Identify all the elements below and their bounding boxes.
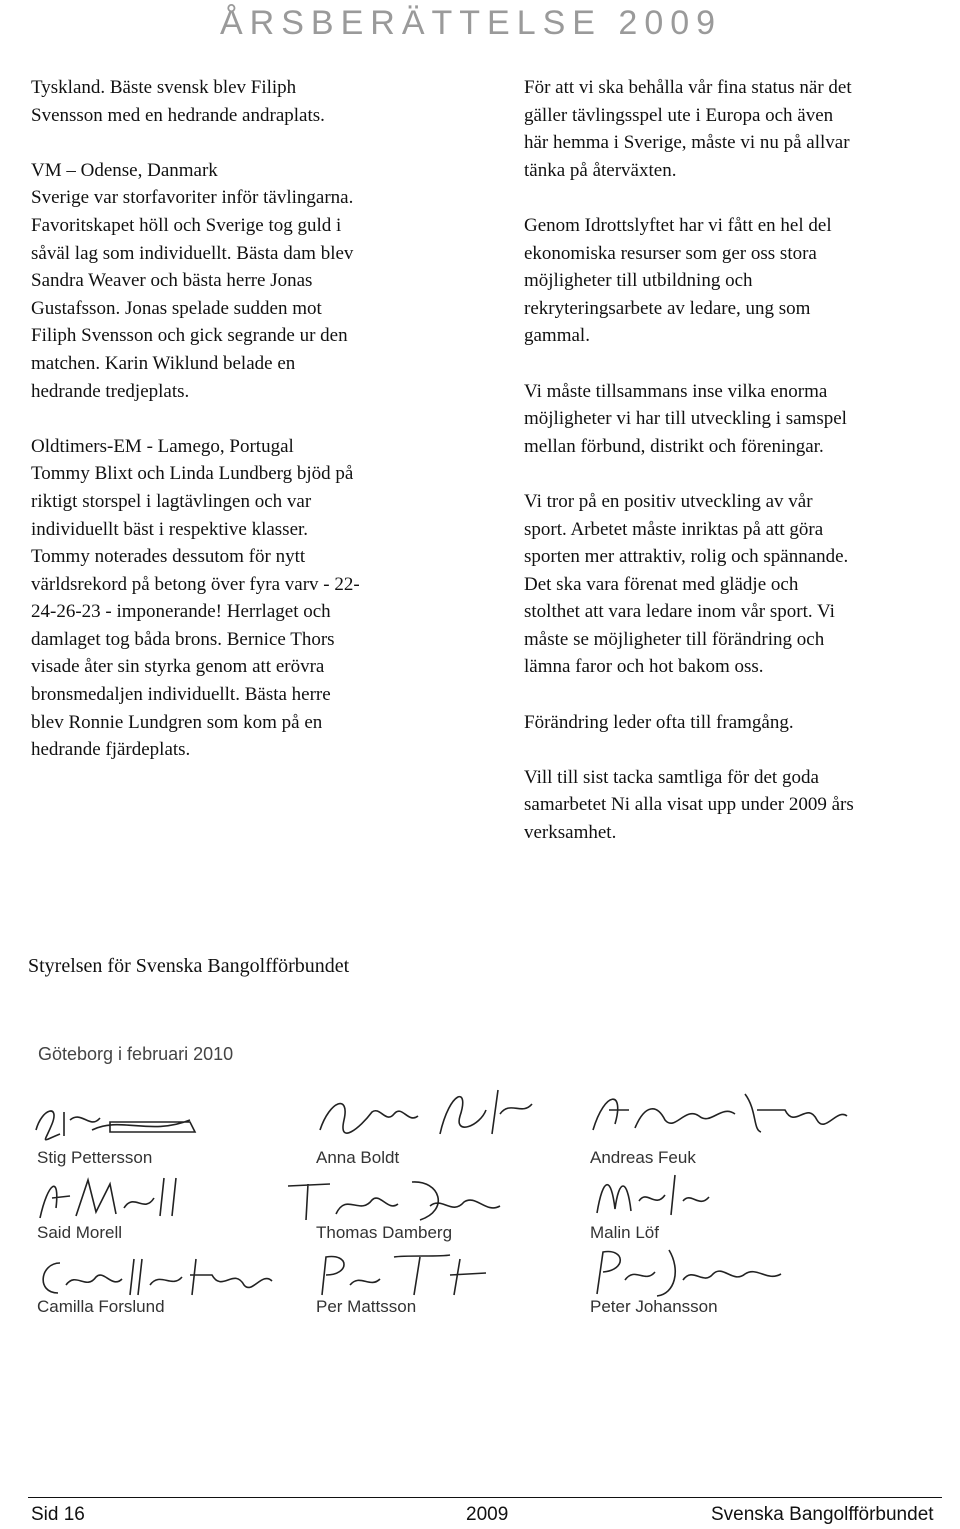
signature-per-mattsson	[310, 1245, 530, 1305]
text-line: blev Ronnie Lundgren som kom på en	[31, 711, 323, 733]
paragraph	[31, 433, 451, 764]
signature-anna-boldt	[310, 1080, 550, 1150]
text-line: hedrande fjärdeplats.	[31, 739, 191, 761]
text-line: Tommy Blixt och Linda Lundberg bjöd på	[31, 463, 354, 485]
text-line: Sandra Weaver och bästa herre Jonas	[31, 270, 313, 292]
signatory-name: Camilla Forslund	[37, 1297, 165, 1316]
signature-camilla-forslund	[30, 1245, 280, 1305]
text-line: här hemma i Sverige, måste vi nu på allvar	[524, 132, 850, 154]
text-line: möjligheter till utbildning och	[524, 270, 753, 292]
text-line: 24-26-23 - imponerande! Herrlaget och	[31, 601, 331, 623]
text-line: sporten mer attraktiv, rolig och spännande.	[524, 546, 849, 568]
page-header-title: ÅRSBERÄTTELSE 2009	[220, 4, 723, 42]
text-line: sport. Arbetet måste inriktas på att göra	[524, 518, 824, 540]
text-line: Det ska vara förenat med glädje och	[524, 573, 799, 595]
signature-thomas-damberg	[280, 1170, 540, 1230]
signatory-name: Per Mattsson	[316, 1297, 417, 1316]
signature-peter-johansson	[585, 1240, 815, 1300]
signature-stig-pettersson	[30, 1090, 230, 1150]
text-line: mellan förbund, distrikt och föreningar.	[524, 435, 824, 457]
place-date: Göteborg i februari 2010	[38, 1044, 234, 1064]
footer-divider	[28, 1497, 942, 1498]
text-line: damlaget tog båda brons. Bernice Thors	[31, 628, 335, 650]
text-line: tänka på återväxten.	[524, 159, 677, 181]
text-line: gäller tävlingsspel ute i Europa och även	[524, 104, 834, 126]
board-signature-line: Styrelsen för Svenska Bangolfförbundet	[28, 955, 350, 977]
signature-said-morell	[30, 1168, 230, 1228]
signature-andreas-feuk	[585, 1080, 855, 1150]
text-line: Favoritskapet höll och Sverige tog guld i	[31, 214, 342, 236]
text-line: Svensson med en hedrande andraplats.	[31, 104, 325, 126]
text-line: För att vi ska behålla vår fina status när det	[524, 77, 852, 98]
paragraph	[524, 764, 944, 847]
signatory-name: Peter Johansson	[590, 1297, 718, 1316]
text-line: såväl lag som individuellt. Bästa dam blev	[31, 242, 354, 264]
text-line: världsrekord på betong över fyra varv - 22-	[31, 573, 360, 595]
signatory-name: Said Morell	[37, 1223, 123, 1242]
paragraph	[31, 157, 451, 405]
text-line: individuellt bäst i respektive klasser.	[31, 518, 309, 540]
signatory-name: Malin Löf	[590, 1223, 659, 1242]
text-line: bronsmedaljen individuellt. Bästa herre	[31, 684, 331, 706]
footer-page-number: Sid 16	[31, 1504, 85, 1525]
paragraph	[31, 74, 451, 129]
paragraph	[524, 212, 944, 350]
footer-year: 2009	[466, 1504, 509, 1525]
signature-block	[30, 1040, 930, 1330]
text-line: visade åter sin styrka genom att erövra	[31, 656, 325, 678]
text-line: Vi tror på en positiv utveckling av vår	[524, 490, 813, 512]
text-line: Förändring leder ofta till framgång.	[524, 711, 794, 733]
section-heading: VM – Odense, Danmark	[31, 159, 218, 181]
text-line: samarbetet Ni alla visat upp under 2009 års	[524, 794, 854, 816]
footer-organization: Svenska Bangolfförbundet	[711, 1504, 934, 1525]
text-line: gammal.	[524, 325, 590, 347]
signatory-name: Anna Boldt	[316, 1148, 400, 1167]
text-line: Filiph Svensson och gick segrande ur den	[31, 325, 348, 347]
signatory-name: Stig Pettersson	[37, 1148, 153, 1167]
text-line: stolthet att vara ledare inom vår sport. Vi	[524, 601, 835, 623]
right-text-column	[524, 74, 944, 874]
signature-malin-lof	[585, 1165, 785, 1225]
paragraph	[524, 378, 944, 461]
text-line: Gustafsson. Jonas spelade sudden mot	[31, 297, 322, 319]
text-line: måste se möjligheter till förändring och	[524, 628, 825, 650]
text-line: lämna faror och hot bakom oss.	[524, 656, 764, 678]
text-line: verksamhet.	[524, 822, 617, 844]
section-heading: Oldtimers-EM - Lamego, Portugal	[31, 435, 294, 457]
text-line: hedrande tredjeplats.	[31, 380, 190, 402]
text-line: riktigt storspel i lagtävlingen och var	[31, 490, 312, 512]
text-line: möjligheter vi har till utveckling i samspel	[524, 408, 847, 430]
text-line: Genom Idrottslyftet har vi fått en hel del	[524, 214, 832, 236]
left-text-column	[31, 74, 451, 791]
text-line: ekonomiska resurser som ger oss stora	[524, 242, 817, 264]
signatory-name: Thomas Damberg	[316, 1223, 453, 1242]
text-line: matchen. Karin Wiklund belade en	[31, 352, 296, 374]
paragraph	[524, 488, 944, 681]
text-line: Tyskland. Bäste svensk blev Filiph	[31, 77, 297, 98]
text-line: Vi måste tillsammans inse vilka enorma	[524, 380, 828, 402]
text-line: rekryteringsarbete av ledare, ung som	[524, 297, 811, 319]
paragraph	[524, 74, 944, 184]
text-line: Tommy noterades dessutom för nytt	[31, 546, 306, 568]
paragraph	[524, 709, 944, 737]
text-line: Vill till sist tacka samtliga för det goda	[524, 766, 819, 788]
text-line: Sverige var storfavoriter inför tävlingarna.	[31, 187, 354, 209]
signatory-name: Andreas Feuk	[590, 1148, 696, 1167]
